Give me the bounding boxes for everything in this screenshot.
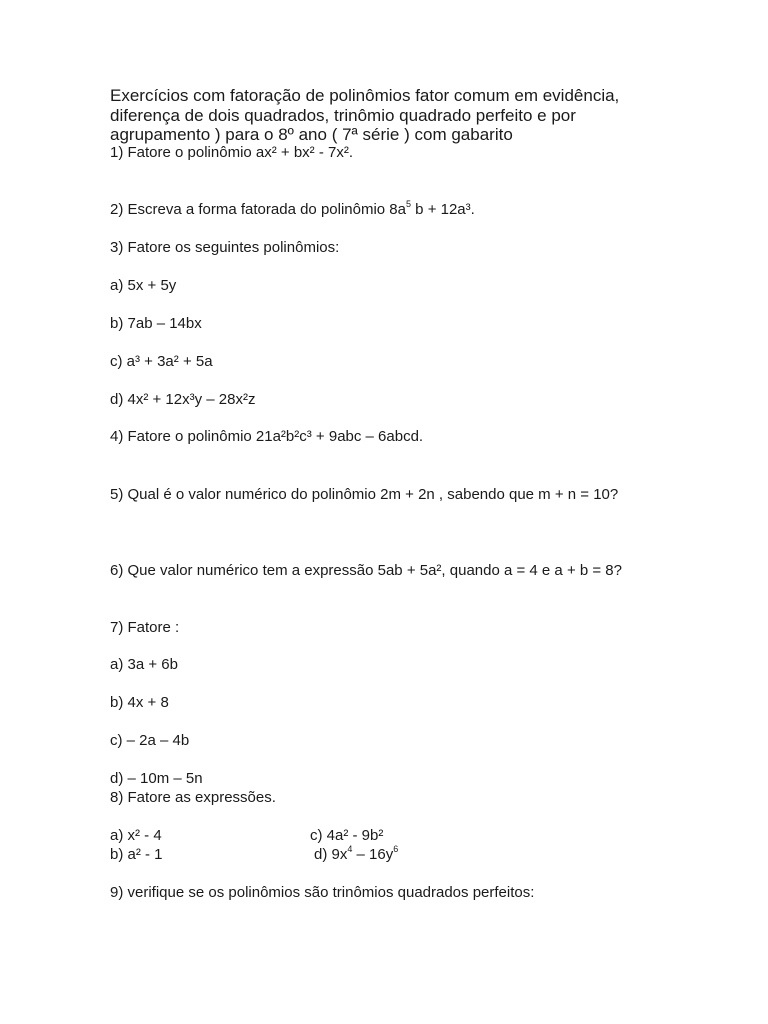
question-7d: d) – 10m – 5n: [110, 770, 203, 787]
question-8b: b) a² - 1: [110, 846, 163, 863]
question-3c: c) a³ + 3a² + 5a: [110, 353, 213, 370]
question-8c: c) 4a² - 9b²: [310, 827, 384, 844]
question-8-prompt: 8) Fatore as expressões.: [110, 789, 276, 806]
title-line-2: diferença de dois quadrados, trinômio quadrado perfeito e por: [110, 105, 576, 125]
question-3b: b) 7ab – 14bx: [110, 315, 202, 332]
question-7-prompt: 7) Fatore :: [110, 619, 180, 636]
question-8d-exponent-2: 6: [393, 844, 399, 854]
title-line-1: Exercícios com fatoração de polinômios fator comum em evidência,: [110, 86, 620, 105]
question-9: 9) verifique se os polinômios são trinômios quadrados perfeitos:: [110, 884, 535, 901]
question-7c: c) – 2a – 4b: [110, 732, 190, 749]
title-line-3: agrupamento ) para o 8º ano ( 7ª série ) com gabarito: [110, 125, 513, 144]
question-2-text: 2) Escreva a forma fatorada do polinômio 8a: [110, 201, 406, 218]
question-8d: [314, 846, 398, 864]
question-2-text-end: b + 12a³.: [411, 201, 475, 218]
question-5: 5) Qual é o valor numérico do polinômio 2m + 2n , sabendo que m + n = 10?: [110, 486, 619, 503]
question-6: 6) Que valor numérico tem a expressão 5ab + 5a², quando a = 4 e a + b = 8?: [110, 562, 622, 579]
question-4: 4) Fatore o polinômio 21a²b²c³ + 9abc – 6abcd.: [110, 428, 424, 445]
question-3d: d) 4x² + 12x³y – 28x²z: [110, 391, 256, 408]
page-title: [110, 86, 670, 145]
question-8a: a) x² - 4: [110, 827, 162, 844]
question-2-exponent: 5: [406, 199, 412, 209]
question-3a: a) 5x + 5y: [110, 277, 177, 294]
question-3-prompt: 3) Fatore os seguintes polinômios:: [110, 239, 340, 256]
question-8d-text: d) 9x: [314, 846, 348, 863]
question-7b: b) 4x + 8: [110, 694, 169, 711]
question-7a: a) 3a + 6b: [110, 656, 178, 673]
question-1: 1) Fatore o polinômio ax² + bx² - 7x².: [110, 144, 354, 161]
question-8d-text-mid: – 16y: [352, 846, 394, 863]
question-2: [110, 201, 475, 219]
question-8d-exponent-1: 4: [347, 844, 353, 854]
